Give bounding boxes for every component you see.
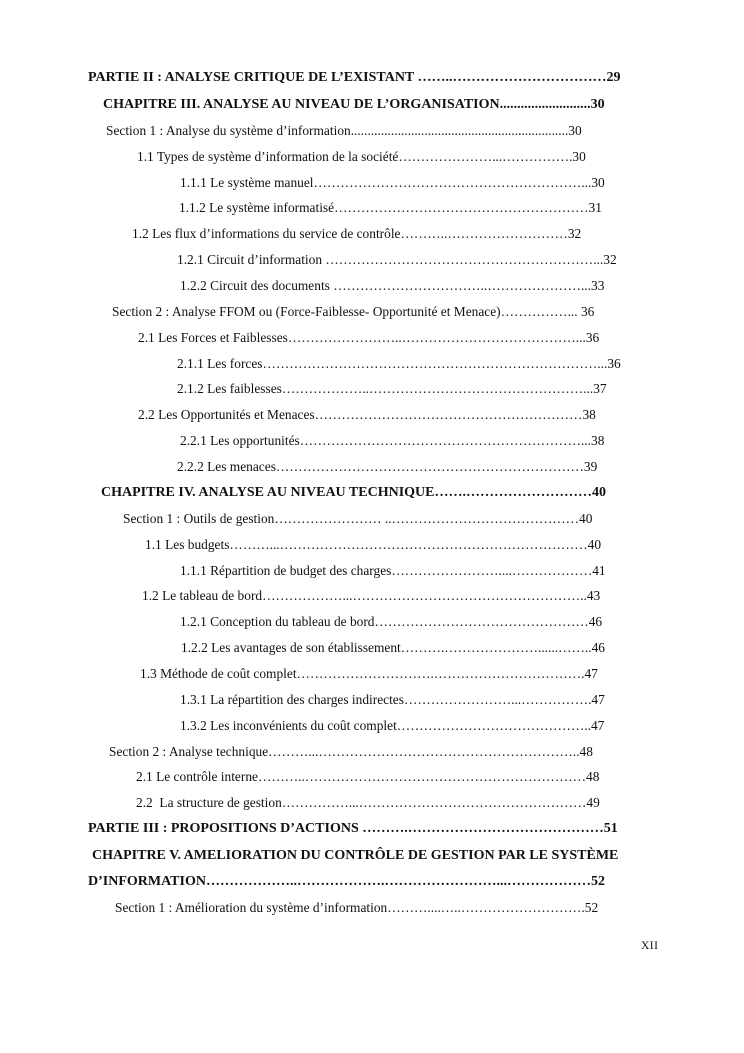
toc-entry-subsubsection: 1.2.1 Circuit d’information ……………………………………………………...32 <box>177 252 617 267</box>
toc-entry-section: Section 1 : Outils de gestion…………………… ..……………………………………40 <box>123 511 593 526</box>
toc-entry-subsubsection: 1.1.1 Le système manuel……………………………………………………...30 <box>180 175 605 190</box>
toc-entry-section: Section 1 : Analyse du système d’information.................................................................30 <box>106 123 582 138</box>
toc-entry-chapitre-5-continued: D’INFORMATION………………..……………….……………………...………………52 <box>88 874 605 889</box>
toc-entry-chapitre-4: CHAPITRE IV. ANALYSE AU NIVEAU TECHNIQUE…….………………………40 <box>101 485 606 500</box>
toc-entry-partie-3: PARTIE III : PROPOSITIONS D’ACTIONS ……….……………………………………51 <box>88 821 618 836</box>
toc-entry-subsection: 2.1 Le contrôle interne………..………………………………………………………48 <box>136 769 600 784</box>
page-number: XII <box>641 940 659 952</box>
toc-entry-subsubsection: 1.1.1 Répartition de budget des charges……………………....………………41 <box>180 563 606 578</box>
toc-entry-subsection: 2.2 La structure de gestion……………...……………………………………………49 <box>136 795 600 810</box>
toc-entry-subsection: 1.2 Les flux d’informations du service de contrôle………..………………………32 <box>132 226 582 241</box>
toc-entry-subsection: 2.2 Les Opportunités et Menaces……………………………………………………38 <box>138 407 596 422</box>
toc-entry-subsubsection: 1.3.2 Les inconvénients du coût complet……………………………………..47 <box>180 718 605 733</box>
toc-entry-partie-2: PARTIE II : ANALYSE CRITIQUE DE L’EXISTANT ……..……………………………29 <box>88 70 621 85</box>
toc-entry-section: Section 1 : Amélioration du système d’information………....…..……………………….52 <box>115 900 599 915</box>
toc-entry-chapitre-3: CHAPITRE III. ANALYSE AU NIVEAU DE L’ORGANISATION..........................30 <box>103 97 605 112</box>
toc-entry-subsubsection: 1.2.2 Les avantages de son établissement……….…………………......……..46 <box>181 640 605 655</box>
toc-entry-subsubsection: 1.2.2 Circuit des documents ……………………………..…………………...33 <box>180 278 605 293</box>
toc-entry-subsubsection: 2.2.1 Les opportunités………………………………………………………...38 <box>180 433 605 448</box>
toc-entry-subsection: 2.1 Les Forces et Faiblesses……………………..…………………………………...36 <box>138 330 600 345</box>
toc-entry-subsubsection: 2.1.1 Les forces…………………………………………………………………...36 <box>177 356 621 371</box>
toc-entry-subsubsection: 2.2.2 Les menaces……………………………………………………………39 <box>177 459 598 474</box>
toc-entry-subsection: 1.2 Le tableau de bord………………...……………………………………………..43 <box>142 588 601 603</box>
toc-entry-subsubsection: 1.2.1 Conception du tableau de bord…………………………………………46 <box>180 614 603 629</box>
toc-entry-subsubsection: 1.1.2 Le système informatisé…………………………………………………31 <box>179 200 602 215</box>
toc-entry-section: Section 2 : Analyse FFOM ou (Force-Faiblesse- Opportunité et Menace)……………... 36 <box>112 304 595 319</box>
toc-entry-chapitre-5: CHAPITRE V. AMELIORATION DU CONTRÔLE DE GESTION PAR LE SYSTÈME <box>92 848 619 863</box>
toc-entry-subsubsection: 1.3.1 La répartition des charges indirectes……………………...…………….47 <box>180 692 605 707</box>
toc-entry-subsection: 1.1 Les budgets………...……………………………………………………………40 <box>145 537 602 552</box>
toc-entry-subsection: 1.1 Types de système d’information de la société…………………...…………….30 <box>137 149 586 164</box>
toc-entry-section: Section 2 : Analyse technique………...…………………………………………………..48 <box>109 744 593 759</box>
toc-entry-subsection: 1.3 Méthode de coût complet………………………….…………………………….47 <box>140 666 598 681</box>
toc-entry-subsubsection: 2.1.2 Les faiblesses………………..…………………………………………...37 <box>177 381 607 396</box>
